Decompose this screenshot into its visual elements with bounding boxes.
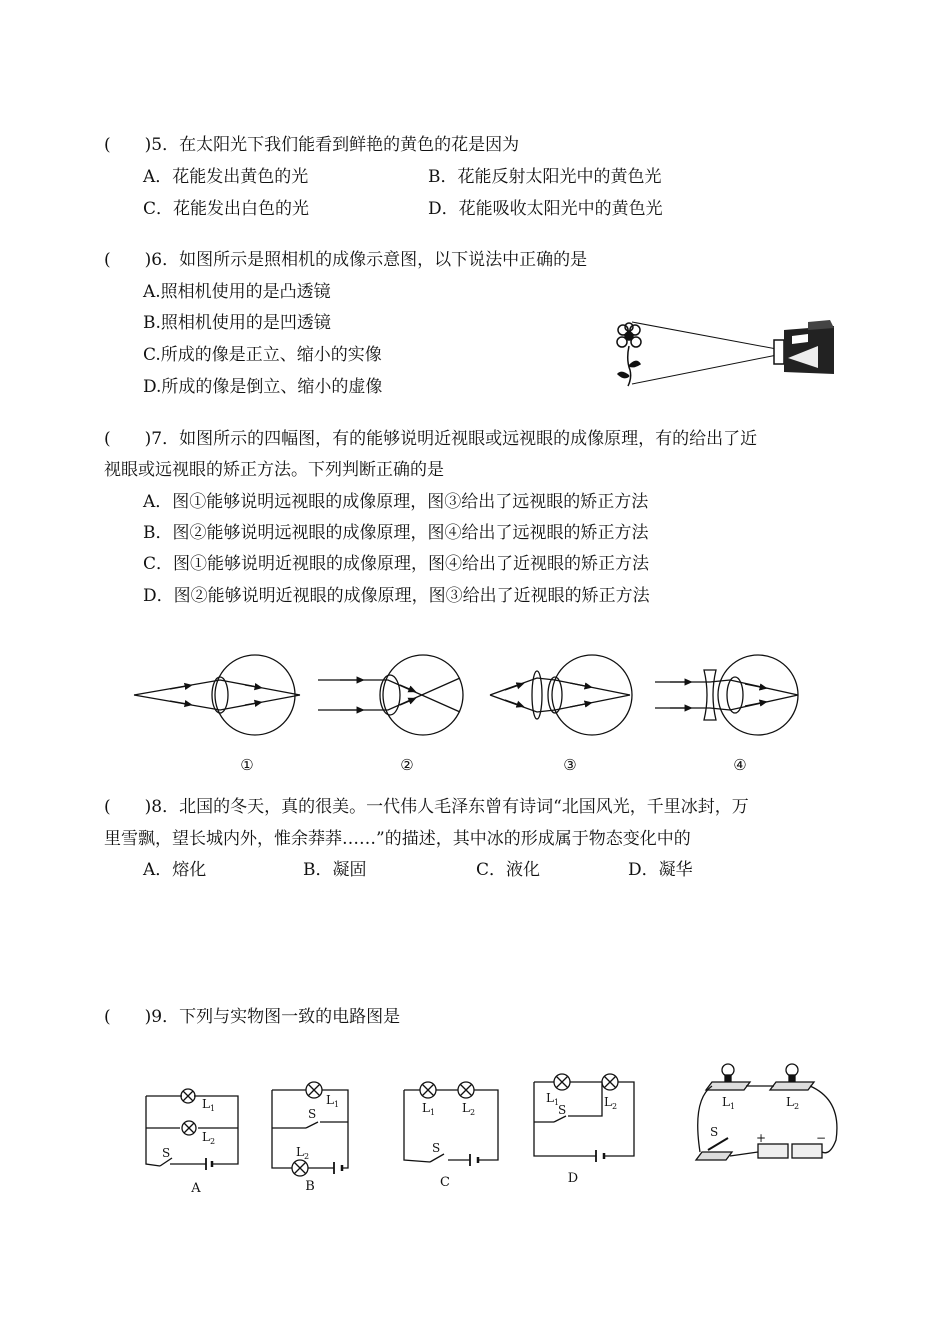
eye-label-4: ④	[733, 756, 747, 774]
q9-stem: ( )9．下列与实物图一致的电路图是	[104, 1007, 401, 1027]
switch-label-a: S	[162, 1146, 171, 1160]
q8-option-c: C．液化	[476, 860, 541, 880]
circuit-b	[272, 1082, 348, 1176]
q7-option-c: C．图①能够说明近视眼的成像原理，图④给出了近视眼的矫正方法	[143, 554, 650, 574]
q6-option-b: B.照相机使用的是凹透镜	[143, 313, 331, 333]
eye-diagram-4	[655, 655, 798, 735]
q7-option-b: B．图②能够说明远视眼的成像原理，图④给出了远视眼的矫正方法	[143, 523, 649, 543]
lamp2-sub-d: 2	[612, 1102, 618, 1111]
camera-icon	[774, 320, 834, 374]
lamp1-sub-phys: 1	[730, 1102, 736, 1111]
q7-stem-line2: 视眼或远视眼的矫正方法。下列判断正确的是	[104, 460, 444, 480]
lamp2-label-b: L	[296, 1145, 304, 1159]
q6-option-c: C.所成的像是正立、缩小的实像	[143, 345, 382, 365]
q5-option-a: A．花能发出黄色的光	[143, 167, 309, 187]
lamp2-label-d: L	[604, 1095, 612, 1109]
camera-figure	[612, 318, 842, 390]
eye-label-2: ②	[400, 756, 414, 774]
q7-stem-line1: ( )7．如图所示的四幅图，有的能够说明近视眼或远视眼的成像原理，有的给出了近	[104, 429, 758, 449]
eye-diagram-3	[490, 655, 632, 735]
q5-option-c: C．花能发出白色的光	[143, 199, 310, 219]
circuit-diagrams	[130, 1060, 850, 1200]
lamp2-label-a: L	[202, 1130, 210, 1144]
switch-label-d: S	[558, 1103, 567, 1117]
q6-option-d: D.所成的像是倒立、缩小的虚像	[143, 377, 383, 397]
q8-stem-line2: 里雪飘，望长城内外，惟余莽莽……”的描述，其中冰的形成属于物态变化中的	[104, 829, 691, 849]
lamp2-sub-b: 2	[304, 1152, 310, 1161]
lamp2-label-phys: L	[786, 1095, 794, 1109]
battery-minus-label: −	[816, 1131, 827, 1145]
eye-diagram-1	[134, 655, 300, 735]
q8-option-a: A．熔化	[143, 860, 207, 880]
switch-label-phys: S	[710, 1125, 719, 1139]
circuit-label-d: D	[567, 1171, 579, 1186]
physical-circuit	[696, 1064, 837, 1160]
lamp1-label-phys: L	[722, 1095, 730, 1109]
q7-option-a: A．图①能够说明远视眼的成像原理，图③给出了远视眼的矫正方法	[143, 492, 649, 512]
q6-option-a: A.照相机使用的是凸透镜	[143, 282, 331, 302]
lamp1-label-a: L	[202, 1097, 210, 1111]
q5-option-b: B．花能反射太阳光中的黄色光	[428, 167, 662, 187]
lamp2-sub-c: 2	[470, 1108, 476, 1117]
q8-stem-line1: ( )8．北国的冬天，真的很美。一代伟人毛泽东曾有诗词“北国风光，千里冰封，万	[104, 797, 749, 817]
q6-stem: ( )6．如图所示是照相机的成像示意图，以下说法中正确的是	[104, 250, 588, 270]
eye-diagrams	[130, 650, 810, 775]
q8-option-d: D．凝华	[628, 860, 693, 880]
circuit-d	[534, 1074, 634, 1162]
q7-option-d: D．图②能够说明近视眼的成像原理，图③给出了近视眼的矫正方法	[143, 586, 650, 606]
lamp1-sub-c: 1	[430, 1108, 436, 1117]
lamp1-sub-d: 1	[554, 1098, 560, 1107]
lamp1-label-d: L	[546, 1091, 554, 1105]
circuit-label-b: B	[305, 1179, 315, 1194]
flower-icon	[617, 323, 641, 386]
eye-diagram-2	[318, 655, 463, 735]
lamp1-label-c: L	[422, 1101, 430, 1115]
lamp2-sub-phys: 2	[794, 1102, 800, 1111]
eye-label-1: ①	[240, 756, 254, 774]
lamp2-sub-a: 2	[210, 1137, 216, 1146]
battery-plus-label: +	[756, 1131, 767, 1145]
q5-stem: ( )5．在太阳光下我们能看到鲜艳的黄色的花是因为	[104, 135, 520, 155]
circuit-label-c: C	[440, 1175, 450, 1190]
lamp2-label-c: L	[462, 1101, 470, 1115]
circuit-label-a: A	[191, 1181, 201, 1196]
switch-label-b: S	[308, 1107, 317, 1121]
lamp1-label-b: L	[326, 1093, 334, 1107]
lamp1-sub-b: 1	[334, 1100, 340, 1109]
lamp1-sub-a: 1	[210, 1104, 216, 1113]
circuit-c	[404, 1082, 498, 1166]
q8-option-b: B．凝固	[303, 860, 367, 880]
eye-label-3: ③	[563, 756, 577, 774]
q5-option-d: D．花能吸收太阳光中的黄色光	[428, 199, 663, 219]
circuit-a	[146, 1089, 238, 1170]
switch-label-c: S	[432, 1141, 441, 1155]
